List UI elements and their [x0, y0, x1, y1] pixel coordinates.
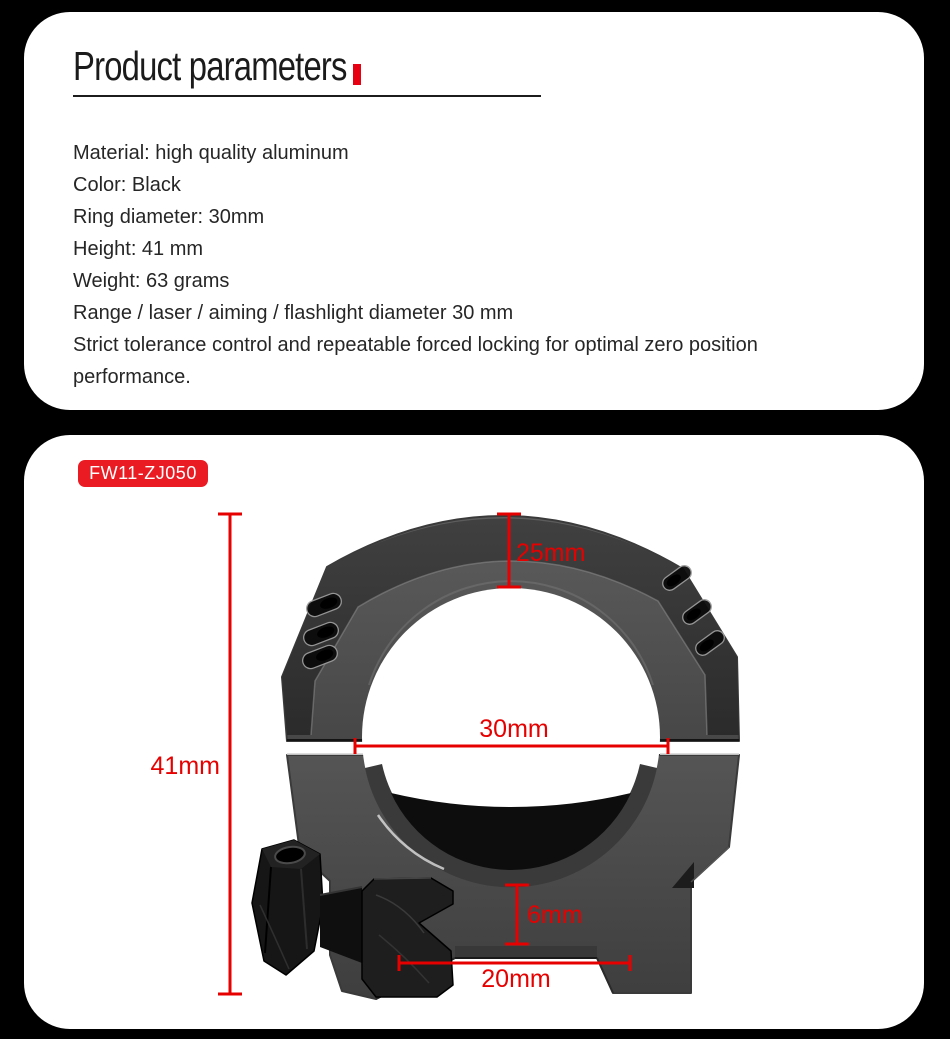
- clamp-hex-nut: [252, 840, 323, 975]
- spec-material: Material: high quality aluminum: [73, 142, 349, 165]
- spec-color: Color: Black: [73, 174, 181, 197]
- spec-list: [73, 137, 875, 393]
- dimension-label-6mm: 6mm: [527, 901, 583, 929]
- spec-height: Height: 41 mm: [73, 238, 204, 261]
- dimension-label-20mm: 20mm: [481, 965, 551, 993]
- product-image-card: [24, 435, 924, 1029]
- spec-range: Range / laser / aiming / flashlight diameter 30 mm: [73, 302, 514, 325]
- parameters-card: [24, 12, 924, 410]
- spec-tolerance-2: performance.: [73, 366, 191, 389]
- rail-recess-shadow: [455, 946, 597, 958]
- dimension-label-25mm: 25mm: [516, 539, 586, 567]
- page-title: Product parameters: [73, 43, 347, 89]
- dimension-label-41mm: 41mm: [150, 752, 220, 780]
- spec-weight: Weight: 63 grams: [73, 270, 230, 293]
- title-row: [73, 45, 924, 88]
- product-diagram-image: [24, 435, 924, 1029]
- clamp-bolt-shaft: [320, 887, 362, 963]
- spec-tolerance-1: Strict tolerance control and repeatable forced locking for optimal zero position: [73, 334, 758, 357]
- model-badge: FW11-ZJ050: [78, 460, 208, 487]
- dimension-label-30mm: 30mm: [479, 715, 549, 743]
- title-accent-bar-icon: [353, 64, 361, 85]
- title-underline: [73, 95, 541, 97]
- spec-ring-diameter: Ring diameter: 30mm: [73, 206, 265, 229]
